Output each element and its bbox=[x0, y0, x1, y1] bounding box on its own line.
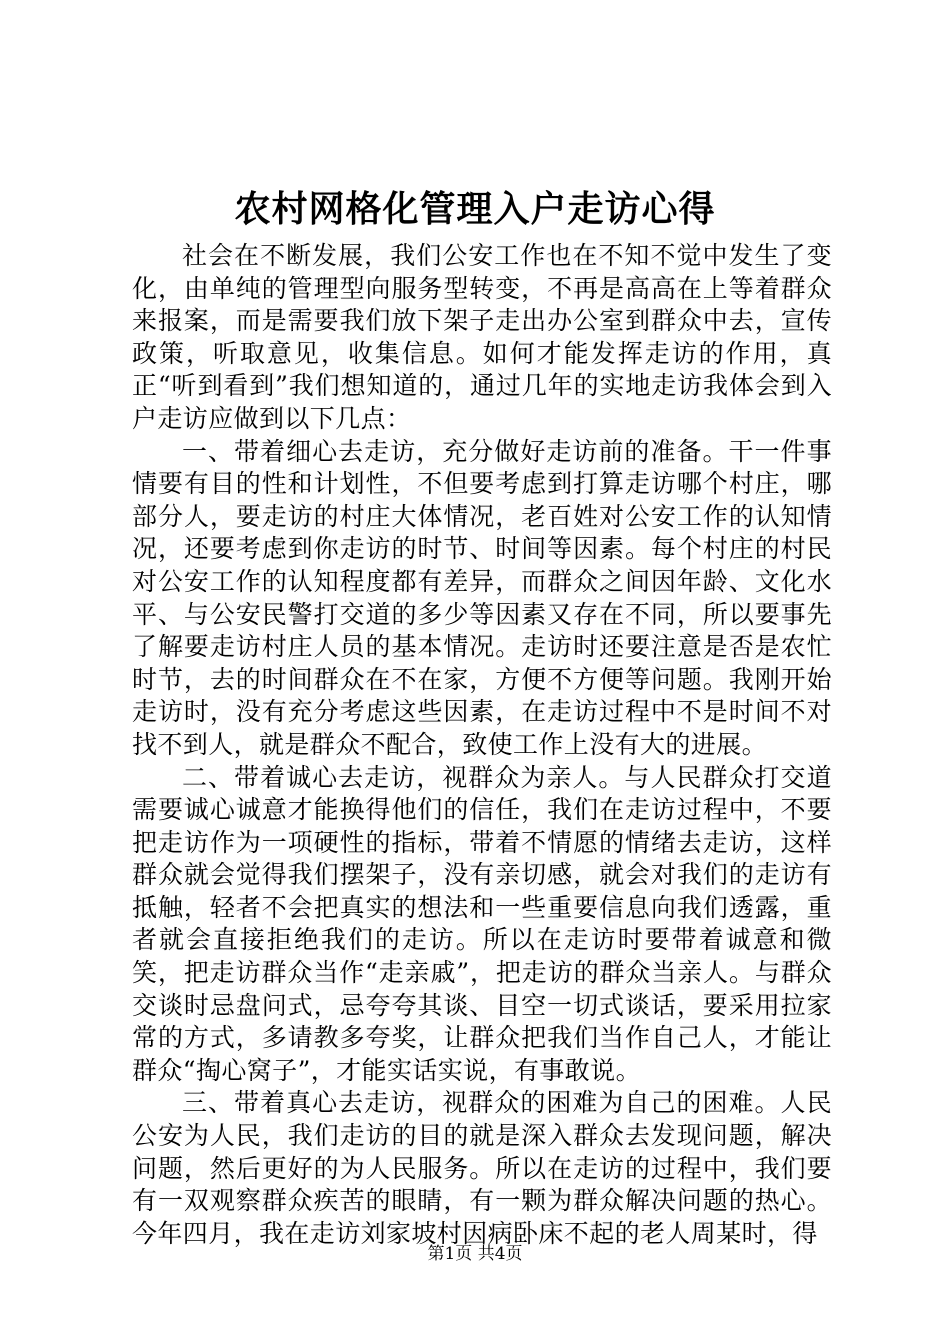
paragraph-intro: 社会在不断发展，我们公安工作也在不知不觉中发生了变化，由单纯的管理型向服务型转变，不再是高高在上等着群众来报案，而是需要我们放下架子走出办公室到群众中去，宣传政策，听取意见，收集信息。如何才能发挥走访的作用，真正“听到看到”我们想知道的，通过几年的实地走访我体会到入户走访应做到以下几点： bbox=[132, 241, 832, 433]
document-body bbox=[132, 240, 832, 1250]
paragraph-point-one: 一、带着细心去走访，充分做好走访前的准备。干一件事情要有目的性和计划性，不但要考虑到打算走访哪个村庄，哪部分人，要走访的村庄大体情况，老百姓对公安工作的认知情况，还要考虑到你走访的时节、时间等因素。每个村庄的村民对公安工作的认知程度都有差异，而群众之间因年龄、文化水平、与公安民警打交道的多少等因素又存在不同，所以要事先了解要走访村庄人员的基本情况。走访时还要注意是否是农忙时节，去的时间群众在不在家，方便不方便等问题。我刚开始走访时，没有充分考虑这些因素，在走访过程中不是时间不对找不到人，就是群众不配合，致使工作上没有大的进展。 bbox=[132, 436, 832, 759]
document-title: 农村网格化管理入户走访心得 bbox=[234, 188, 716, 230]
paragraph-point-two: 二、带着诚心去走访，视群众为亲人。与人民群众打交道需要诚心诚意才能换得他们的信任，我们在走访过程中，不要把走访作为一项硬性的指标，带着不情愿的情绪去走访，这样群众就会觉得我们摆架子，没有亲切感，就会对我们的走访有抵触，轻者不会把真实的想法和一些重要信息向我们透露，重者就会直接拒绝我们的走访。所以在走访时要带着诚意和微笑，把走访群众当作“走亲戚”，把走访的群众当亲人。与群众交谈时忌盘问式，忌夸夸其谈、目空一切式谈话，要采用拉家常的方式，多请教多夸奖，让群众把我们当作自己人，才能让群众“掏心窝子”，才能实话实说，有事敢说。 bbox=[132, 762, 832, 1085]
page-number-footer: 第1页 共4页 bbox=[427, 1244, 523, 1264]
paragraph-point-three: 三、带着真心去走访，视群众的困难为自己的困难。人民公安为人民，我们走访的目的就是深入群众去发现问题，解决问题，然后更好的为人民服务。所以在走访的过程中，我们要有一双观察群众疾苦的眼睛，有一颗为群众解决问题的热心。今年四月，我在走访刘家坡村因病卧床不起的老人周某时，得 bbox=[132, 1088, 832, 1248]
